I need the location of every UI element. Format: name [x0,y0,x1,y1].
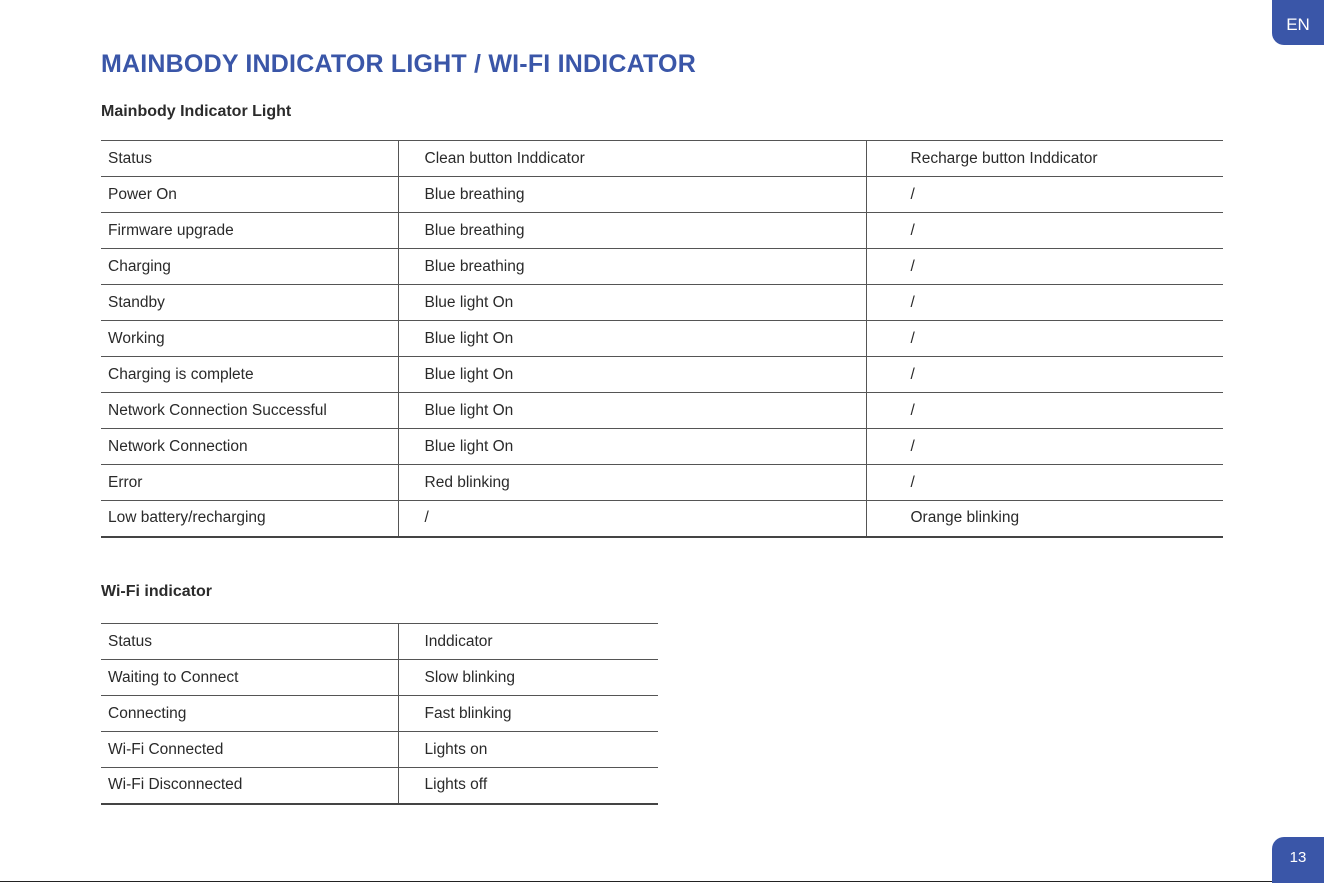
wifi-indicator-table [101,623,658,805]
status-cell: Power On [101,177,398,213]
column-header-indicator: Inddicator [398,624,658,660]
recharge-indicator-cell: / [866,321,1223,357]
status-cell: Low battery/recharging [101,501,398,537]
column-header-recharge-button: Recharge button Inddicator [866,141,1223,177]
clean-indicator-cell: / [398,501,866,537]
status-cell: Charging [101,249,398,285]
clean-indicator-cell: Blue breathing [398,213,866,249]
table-row [101,732,658,768]
recharge-indicator-cell: / [866,213,1223,249]
mainbody-indicator-table [101,140,1223,538]
table-row [101,357,1223,393]
status-cell: Wi-Fi Disconnected [101,768,398,804]
clean-indicator-cell: Blue light On [398,357,866,393]
status-cell: Charging is complete [101,357,398,393]
recharge-indicator-cell: / [866,429,1223,465]
status-cell: Standby [101,285,398,321]
column-header-status: Status [101,624,398,660]
language-tab[interactable]: EN [1272,0,1324,45]
indicator-cell: Lights on [398,732,658,768]
indicator-cell: Slow blinking [398,660,658,696]
status-cell: Waiting to Connect [101,660,398,696]
table-row [101,213,1223,249]
table-row [101,177,1223,213]
clean-indicator-cell: Blue breathing [398,249,866,285]
bottom-divider [0,881,1272,882]
clean-indicator-cell: Blue light On [398,321,866,357]
clean-indicator-cell: Blue breathing [398,177,866,213]
status-cell: Network Connection Successful [101,393,398,429]
table-row [101,249,1223,285]
table-row [101,285,1223,321]
status-cell: Network Connection [101,429,398,465]
page-title: MAINBODY INDICATOR LIGHT / WI-FI INDICATOR [101,50,696,78]
recharge-indicator-cell: / [866,357,1223,393]
table-row [101,501,1223,537]
table-header-row [101,624,658,660]
clean-indicator-cell: Blue light On [398,429,866,465]
clean-indicator-cell: Blue light On [398,393,866,429]
table-row [101,465,1223,501]
table-row [101,393,1223,429]
table-row [101,321,1223,357]
table-row [101,696,658,732]
status-cell: Error [101,465,398,501]
status-cell: Wi-Fi Connected [101,732,398,768]
page-number-badge: 13 [1272,837,1324,883]
status-cell: Firmware upgrade [101,213,398,249]
clean-indicator-cell: Blue light On [398,285,866,321]
table-header-row [101,141,1223,177]
table-row [101,429,1223,465]
status-cell: Connecting [101,696,398,732]
wifi-section-heading: Wi-Fi indicator [101,583,212,600]
recharge-indicator-cell: / [866,465,1223,501]
indicator-cell: Lights off [398,768,658,804]
table-row [101,660,658,696]
indicator-cell: Fast blinking [398,696,658,732]
recharge-indicator-cell: / [866,177,1223,213]
mainbody-section-heading: Mainbody Indicator Light [101,103,292,120]
clean-indicator-cell: Red blinking [398,465,866,501]
column-header-clean-button: Clean button Inddicator [398,141,866,177]
recharge-indicator-cell: / [866,393,1223,429]
recharge-indicator-cell: / [866,285,1223,321]
table-row [101,768,658,804]
column-header-status: Status [101,141,398,177]
recharge-indicator-cell: Orange blinking [866,501,1223,537]
status-cell: Working [101,321,398,357]
recharge-indicator-cell: / [866,249,1223,285]
